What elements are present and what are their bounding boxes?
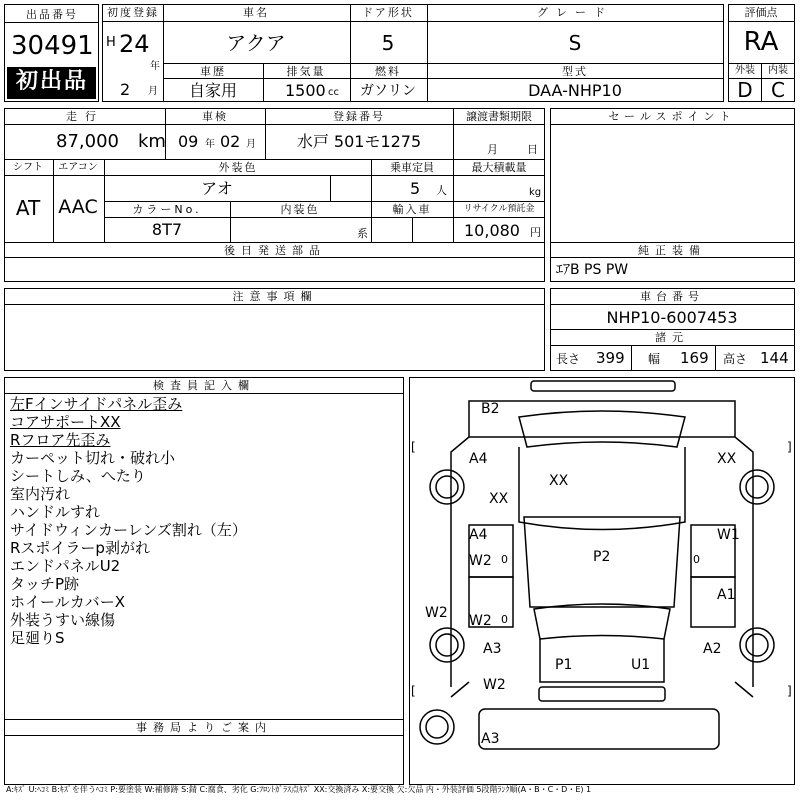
windshield: [519, 411, 685, 447]
note-line: Rスポイラーp剥がれ: [10, 539, 150, 557]
bracket-left-top: [: [411, 440, 416, 454]
mark-a1: A1: [717, 587, 736, 603]
mark-w2-b: W2: [469, 613, 492, 629]
note-line: シートしみ、へたり: [10, 467, 146, 485]
dims-label: 諸元: [655, 331, 689, 344]
history-label: 車歴: [200, 65, 226, 78]
mark-p1: P1: [555, 657, 573, 673]
inspection-year-unit: 年: [205, 139, 215, 150]
mark-w2-c: W2: [483, 677, 506, 693]
history-value: 自家用: [188, 81, 238, 100]
transfer-label: 譲渡書類期限: [466, 110, 532, 123]
inspection-year: 09: [178, 132, 199, 151]
ac-label: エアコン: [58, 162, 98, 173]
car-name: アクア: [226, 31, 286, 55]
inspector-notes: [10, 395, 247, 647]
wheel-front-left: [430, 470, 464, 504]
int-label: 内装: [768, 65, 788, 76]
recycle-label: リサイクル預託金: [463, 204, 535, 214]
rear-window: [534, 604, 670, 639]
inspection-label: 車検: [202, 110, 228, 123]
lot-box: [4, 4, 99, 102]
note-line: ホイールカバーX: [10, 593, 125, 611]
width-label: 幅: [648, 352, 661, 366]
mark-w2-wheel: W2: [425, 605, 448, 621]
grade-value: S: [568, 31, 582, 55]
note-line: 室内汚れ: [10, 485, 71, 503]
width-value: 169: [680, 349, 709, 367]
mark-a2: A2: [703, 641, 722, 657]
lot-label: 出品番号: [26, 8, 78, 21]
score-value: RA: [743, 27, 779, 57]
score-label: 評価点: [744, 6, 778, 19]
int-color-unit: 系: [357, 227, 368, 240]
reg-year: 24: [119, 30, 150, 58]
model-value: DAA-NHP10: [528, 81, 622, 100]
reg-month: 2: [120, 80, 131, 99]
fuel-label: 燃料: [375, 65, 401, 78]
capacity-value: 5: [410, 179, 421, 198]
wheel-rear-right: [740, 628, 774, 662]
reg-label: 初度登録: [107, 6, 159, 19]
note-line: コアサポートXX: [10, 413, 121, 431]
front-fenders: [451, 437, 753, 497]
shift-label: シフト: [13, 162, 43, 173]
mark-xx-left: XX: [489, 491, 509, 507]
length-label: 長さ: [556, 352, 581, 366]
note-line: サイドウィンカーレンズ割れ（左）: [10, 521, 247, 539]
equipment-label: 純正装備: [638, 244, 706, 257]
inspector-label: 検査員記入欄: [153, 379, 255, 392]
mark-w2-a: W2: [469, 553, 492, 569]
mark-w1: W1: [717, 527, 740, 543]
underbody: [479, 709, 719, 749]
transfer-day: 日: [527, 143, 538, 156]
mark-a3-left: A3: [483, 641, 502, 657]
bracket-right-bottom: ]: [787, 684, 792, 698]
chassis-value: NHP10-6007453: [606, 308, 738, 327]
mark-b2: B2: [481, 401, 500, 417]
ext-label: 外装: [735, 65, 755, 76]
mark-xx-right: XX: [717, 451, 737, 467]
mark-a4-left: A4: [469, 451, 488, 467]
front-bumper-strip: [531, 381, 675, 391]
mark-zero-a: 0: [501, 553, 508, 566]
note-line: 外装うすい線傷: [10, 611, 116, 629]
shift-value: AT: [15, 196, 41, 220]
wheel-rear-left: [430, 628, 464, 662]
height-label: 高さ: [723, 352, 748, 366]
note-line: Rフロア先歪み: [10, 431, 111, 449]
load-unit: kg: [529, 187, 542, 198]
rear-bumper: [539, 687, 665, 701]
first-listing-text: 初出品: [15, 69, 89, 94]
int-grade: C: [771, 78, 785, 102]
mileage-label: 走行: [66, 110, 104, 123]
equipment-value: ｴｱB PS PW: [556, 262, 629, 278]
caution-label: 注意事項欄: [232, 290, 318, 303]
inspection-month: 02: [220, 132, 241, 151]
note-line: 左Fインサイドパネル歪み: [10, 395, 183, 413]
ext-grade: D: [737, 78, 753, 102]
wheel-front-right: [740, 470, 774, 504]
reg-era: H: [106, 35, 116, 50]
mark-a3-bottom: A3: [481, 731, 500, 747]
mark-zero-c: 0: [501, 613, 508, 626]
reg-month-unit: 月: [148, 86, 158, 97]
door-label: ドア形状: [362, 6, 414, 19]
recycle-value: 10,080: [464, 221, 520, 240]
bracket-left-bottom: [: [411, 684, 416, 698]
import-label: 輸入車: [392, 203, 432, 216]
int-color-label: 内装色: [280, 203, 320, 216]
mark-zero-b: 0: [693, 553, 700, 566]
front-bumper: [469, 401, 735, 437]
note-line: ハンドルすれ: [10, 503, 101, 521]
length-value: 399: [596, 349, 625, 367]
mark-a4-left-door: A4: [469, 527, 488, 543]
mileage-value: 87,000: [56, 131, 119, 152]
reg-no-label: 登録番号: [333, 110, 385, 123]
chassis-label: 車台番号: [640, 290, 704, 303]
name-label: 車名: [243, 6, 269, 19]
grade-label: グレード: [537, 6, 613, 19]
rear-doors: [469, 577, 735, 627]
capacity-label: 乗車定員: [390, 161, 434, 174]
inspection-month-unit: 月: [246, 139, 256, 150]
fuel-value: ガソリン: [360, 83, 416, 99]
color-no-label: カラーNo.: [132, 203, 202, 216]
displacement-unit: cc: [328, 87, 339, 98]
transfer-month: 月: [487, 143, 498, 156]
color-no-value: 8T7: [151, 220, 183, 239]
ac-value: AAC: [58, 196, 98, 218]
bracket-right-top: ]: [787, 440, 792, 454]
color-label: 外装色: [218, 161, 258, 174]
spare-wheel: [420, 710, 454, 744]
load-label: 最大積載量: [471, 161, 527, 174]
office-label: 事務局よりご案内: [136, 721, 272, 734]
door-count: 5: [381, 31, 395, 55]
displacement-value: 1500: [285, 81, 326, 100]
later-parts-label: 後日発送部品: [224, 244, 326, 257]
reg-year-unit: 年: [150, 61, 160, 72]
displacement-label: 排気量: [286, 65, 326, 78]
capacity-unit: 人: [436, 184, 447, 197]
mark-xx-top: XX: [549, 473, 569, 489]
note-line: タッチP跡: [10, 575, 80, 593]
sales-point-label: セールスポイント: [608, 110, 736, 123]
note-line: 足廻りS: [10, 629, 65, 647]
mileage-unit: km: [138, 131, 166, 152]
lot-number: 30491: [11, 31, 94, 61]
note-line: エンドパネルU2: [10, 557, 121, 575]
mark-p2: P2: [593, 549, 611, 565]
car-diagram: [409, 377, 795, 785]
recycle-unit: 円: [530, 226, 541, 239]
reg-no-value: 水戸 501モ1275: [296, 132, 422, 151]
color-value: アオ: [201, 179, 233, 198]
height-value: 144: [760, 349, 789, 367]
mark-u1: U1: [631, 657, 651, 673]
legend-text: A:ｷｽﾞ U:ﾍｺﾐ B:ｷｽﾞを伴うﾍｺﾐ P:要塗装 W:補修跡 S:錆 C:腐食、劣化 G:ﾌﾛﾝﾄｶﾞﾗｽ点ｷｽﾞ XX:交換済み X:要交換 欠:欠品 内・外装評価 5段階ﾗﾝｸ順(A・B・C・D・E) 1: [6, 785, 592, 794]
note-line: カーペット切れ・破れ小: [10, 449, 176, 467]
model-label: 型式: [562, 65, 588, 78]
